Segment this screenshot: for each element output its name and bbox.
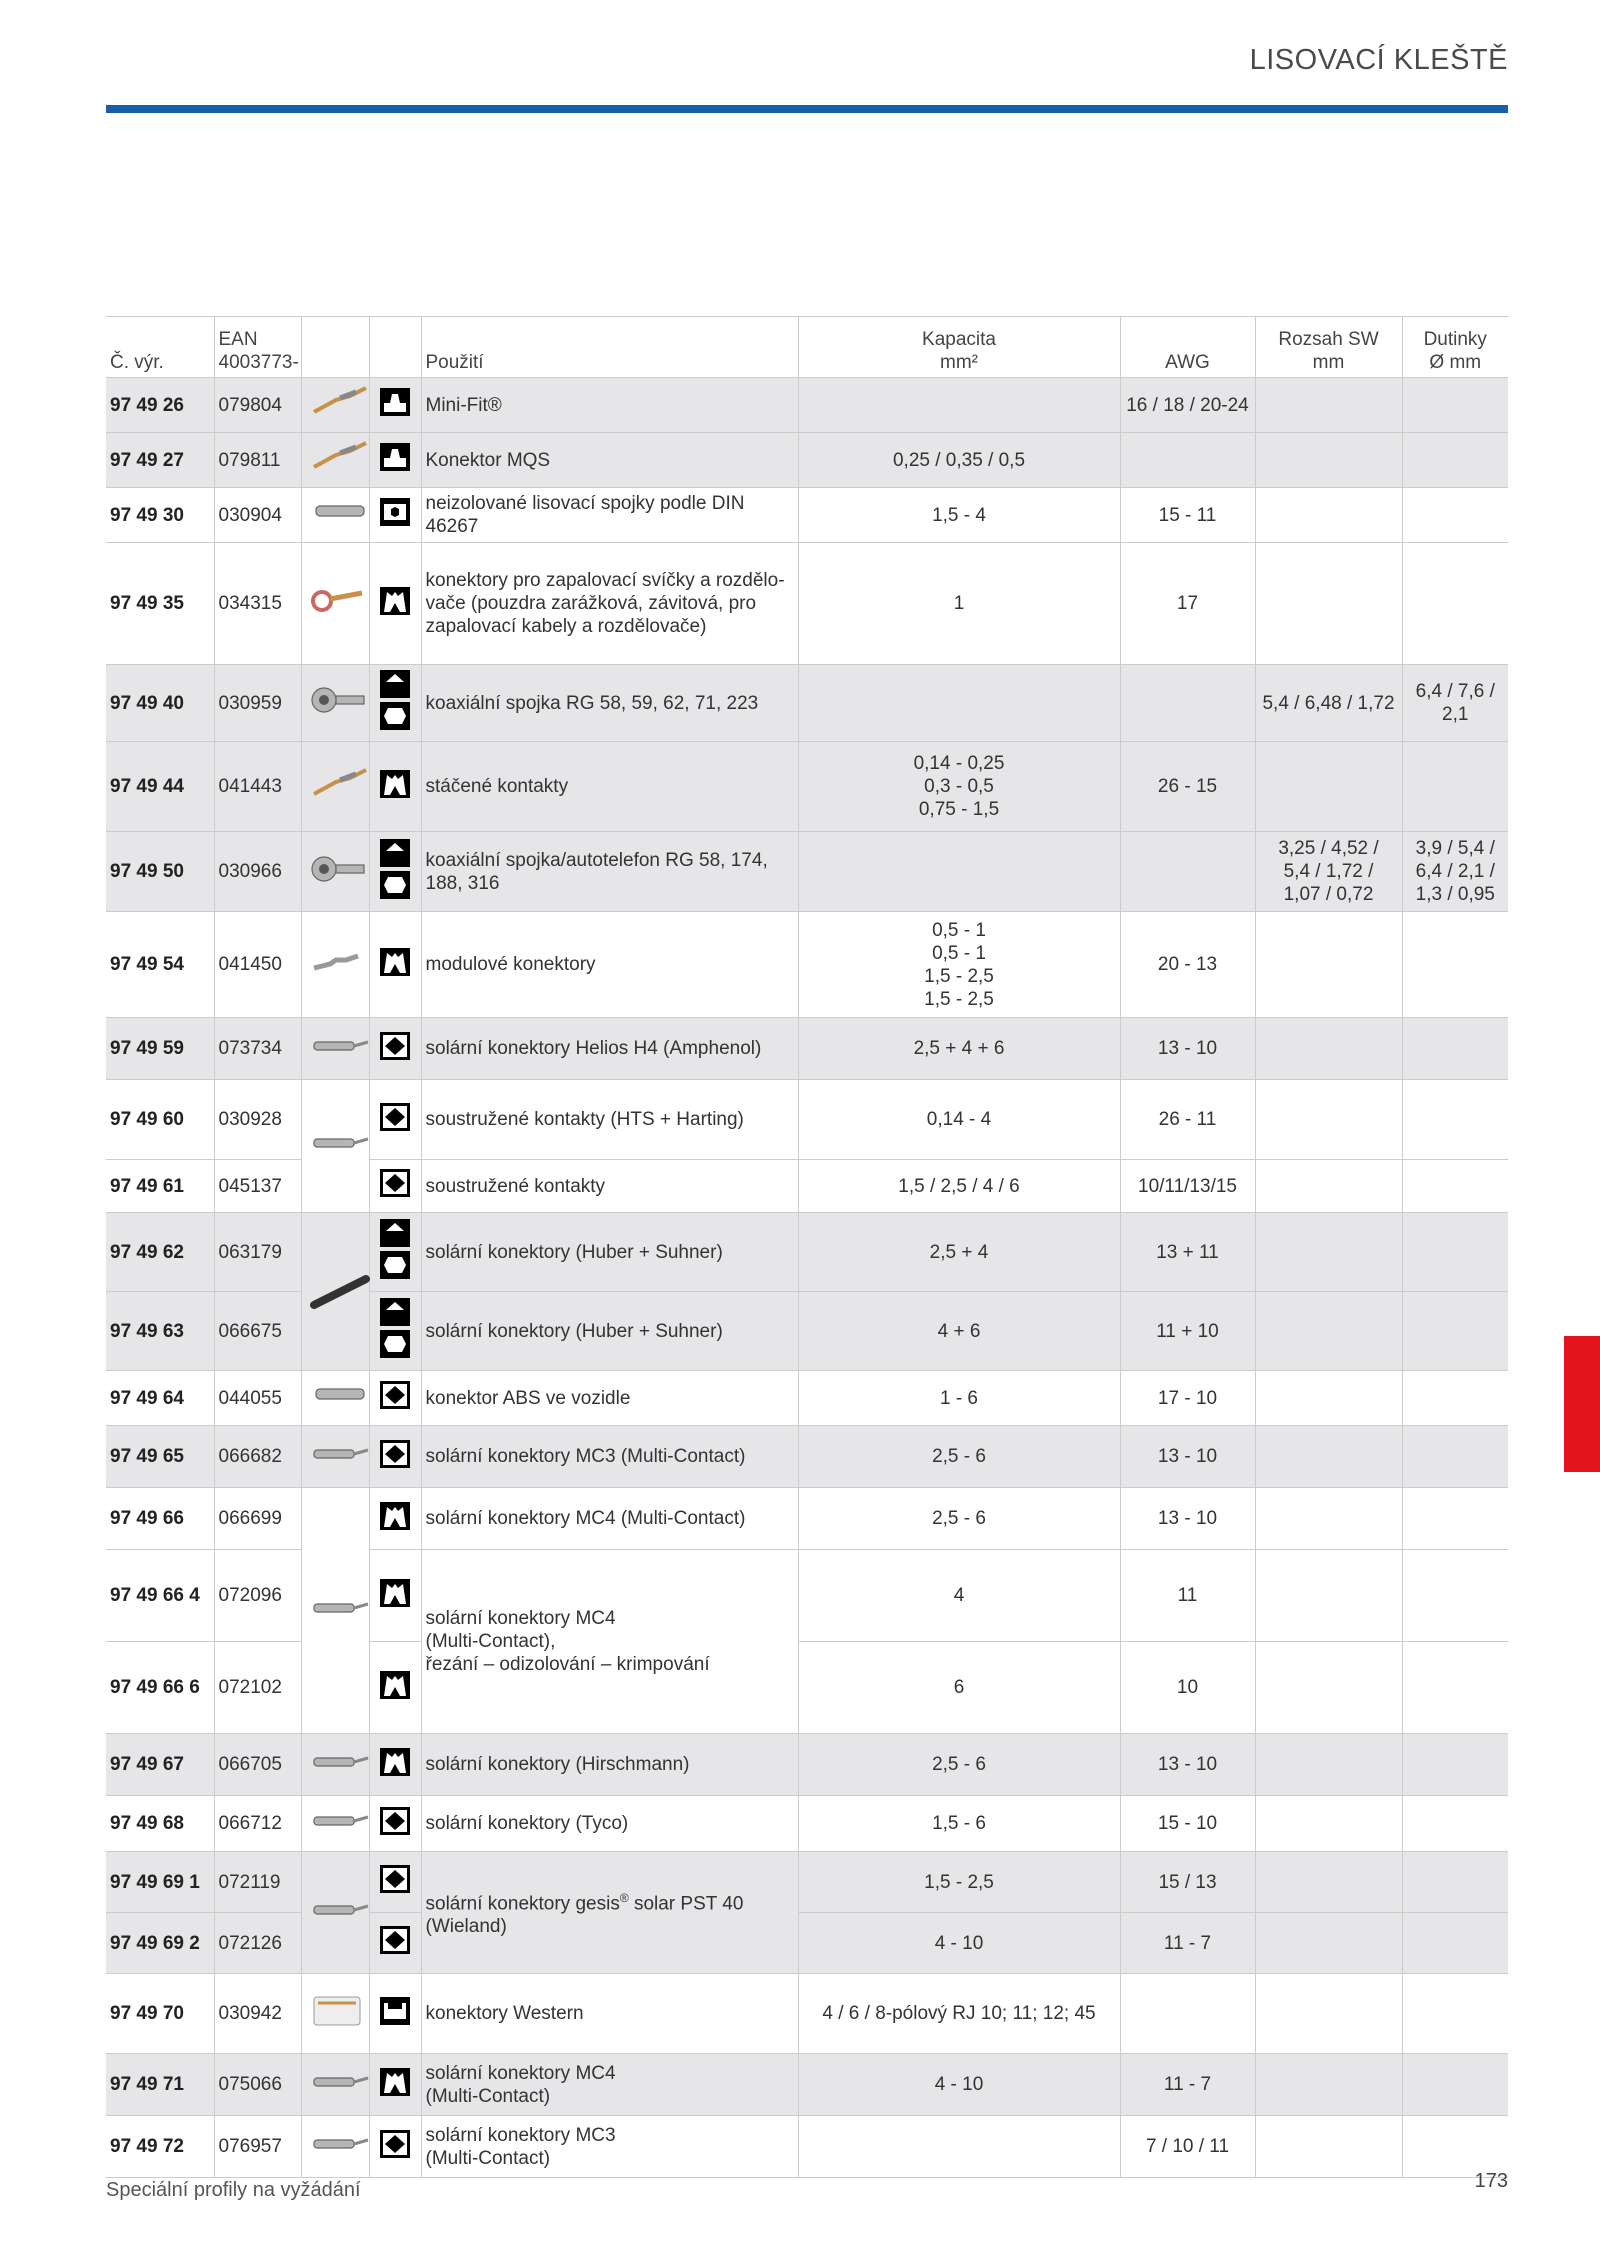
- application-text: Mini-Fit®: [421, 378, 798, 433]
- product-image-cell: [301, 832, 369, 912]
- capacity-value: 1,5 - 2,5: [798, 1852, 1120, 1913]
- crimp-profile-cell: [369, 1160, 421, 1213]
- capacity-value: 2,5 - 6: [798, 1426, 1120, 1488]
- article-number: 97 49 68: [106, 1796, 214, 1852]
- table-row: [106, 742, 1508, 832]
- ean-code: 044055: [214, 1371, 301, 1426]
- ferrule-value: [1402, 543, 1508, 665]
- crimp-profile-icon: [380, 839, 410, 899]
- application-text: solární konektory (Tyco): [421, 1796, 798, 1852]
- ferrule-value: [1402, 1160, 1508, 1213]
- crimp-profile-icon: [380, 1807, 410, 1835]
- sw-range-value: [1255, 912, 1402, 1018]
- capacity-value: [798, 2116, 1120, 2178]
- application-text: Konektor MQS: [421, 433, 798, 488]
- crimp-profile-cell: [369, 1018, 421, 1080]
- sw-range-value: [1255, 742, 1402, 832]
- ean-code: 030966: [214, 832, 301, 912]
- product-image: [306, 1371, 372, 1419]
- application-text: konektor ABS ve vozidle: [421, 1371, 798, 1426]
- product-image: [306, 378, 372, 426]
- table-row: [106, 1974, 1508, 2054]
- crimp-profile-icon: [380, 948, 410, 976]
- crimp-profile-cell: [369, 912, 421, 1018]
- table-row: [106, 1371, 1508, 1426]
- col-header-profile: [369, 317, 421, 378]
- crimp-profile-cell: [369, 1796, 421, 1852]
- sw-range-value: [1255, 1371, 1402, 1426]
- ean-code: 066682: [214, 1426, 301, 1488]
- crimp-profile-icon: [380, 770, 410, 798]
- crimp-profile-cell: [369, 378, 421, 433]
- capacity-value: 4 + 6: [798, 1292, 1120, 1371]
- crimp-profile-cell: [369, 832, 421, 912]
- header-rule: [106, 105, 1508, 113]
- product-image-cell: [301, 1426, 369, 1488]
- application-text: koaxiální spojka/autotelefon RG 58, 174, 188, 316: [421, 832, 798, 912]
- ferrule-value: [1402, 1974, 1508, 2054]
- awg-value: 13 - 10: [1120, 1426, 1255, 1488]
- ean-code: 072096: [214, 1550, 301, 1642]
- sw-range-value: 3,25 / 4,52 / 5,4 / 1,72 / 1,07 / 0,72: [1255, 832, 1402, 912]
- sw-range-value: [1255, 1796, 1402, 1852]
- article-number: 97 49 66: [106, 1488, 214, 1550]
- awg-value: 10/11/13/15: [1120, 1160, 1255, 1213]
- crimp-profile-icon: [380, 1169, 410, 1197]
- crimp-profile-icon: [380, 1926, 410, 1954]
- table-row: [106, 832, 1508, 912]
- ean-code: 030959: [214, 665, 301, 742]
- article-number: 97 49 59: [106, 1018, 214, 1080]
- article-number: 97 49 72: [106, 2116, 214, 2178]
- crimp-profile-cell: [369, 1426, 421, 1488]
- sw-range-value: [1255, 1852, 1402, 1913]
- application-text: solární konektory MC4 (Multi-Contact): [421, 2054, 798, 2116]
- sw-range-value: [1255, 1213, 1402, 1292]
- application-text: solární konektory gesis® solar PST 40 (Wieland): [421, 1852, 798, 1974]
- product-image: [306, 1987, 372, 2035]
- ferrule-value: [1402, 1292, 1508, 1371]
- ean-code: 073734: [214, 1018, 301, 1080]
- crimp-profile-cell: [369, 1734, 421, 1796]
- product-image-cell: [301, 2116, 369, 2178]
- application-text: solární konektory MC4 (Multi-Contact), řezání – odizolování – krimpování: [421, 1550, 798, 1734]
- ean-code: 075066: [214, 2054, 301, 2116]
- awg-value: 26 - 11: [1120, 1080, 1255, 1160]
- crimp-profile-cell: [369, 2116, 421, 2178]
- product-image: [306, 1430, 372, 1478]
- footer-note: Speciální profily na vyžádání: [106, 2179, 361, 2201]
- awg-value: 17 - 10: [1120, 1371, 1255, 1426]
- col-header-use: Použití: [421, 317, 798, 378]
- ferrule-value: [1402, 1213, 1508, 1292]
- awg-value: 16 / 18 / 20-24: [1120, 378, 1255, 433]
- sw-range-value: [1255, 2054, 1402, 2116]
- capacity-value: 4: [798, 1550, 1120, 1642]
- crimp-profile-icon: [380, 1103, 410, 1131]
- ferrule-value: [1402, 2116, 1508, 2178]
- product-image: [306, 2120, 372, 2168]
- crimp-profile-icon: [380, 2068, 410, 2096]
- ferrule-value: 3,9 / 5,4 / 6,4 / 2,1 / 1,3 / 0,95: [1402, 832, 1508, 912]
- article-number: 97 49 70: [106, 1974, 214, 2054]
- awg-value: 7 / 10 / 11: [1120, 2116, 1255, 2178]
- table-row: [106, 1734, 1508, 1796]
- application-text: soustružené kontakty: [421, 1160, 798, 1213]
- article-number: 97 49 65: [106, 1426, 214, 1488]
- sw-range-value: [1255, 433, 1402, 488]
- product-image: [306, 1119, 372, 1167]
- product-image: [306, 577, 372, 625]
- capacity-value: 4 / 6 / 8-pólový RJ 10; 11; 12; 45: [798, 1974, 1120, 2054]
- product-image: [306, 845, 372, 893]
- capacity-value: [798, 832, 1120, 912]
- table-row: [106, 912, 1508, 1018]
- awg-value: 13 - 10: [1120, 1018, 1255, 1080]
- capacity-value: [798, 665, 1120, 742]
- ean-code: 034315: [214, 543, 301, 665]
- crimp-profile-icon: [380, 498, 410, 526]
- ean-code: 066675: [214, 1292, 301, 1371]
- product-image: [306, 1022, 372, 1070]
- capacity-value: 1 - 6: [798, 1371, 1120, 1426]
- ean-code: 041443: [214, 742, 301, 832]
- product-image: [306, 1738, 372, 1786]
- table-row: [106, 1080, 1508, 1160]
- col-header-awg: AWG: [1120, 317, 1255, 378]
- crimp-profile-cell: [369, 488, 421, 543]
- product-image: [306, 1886, 372, 1934]
- crimp-profile-cell: [369, 543, 421, 665]
- product-image-cell: [301, 433, 369, 488]
- crimp-profile-cell: [369, 1550, 421, 1642]
- ferrule-value: [1402, 742, 1508, 832]
- ean-code: 072119: [214, 1852, 301, 1913]
- ferrule-value: [1402, 1550, 1508, 1642]
- awg-value: 15 - 10: [1120, 1796, 1255, 1852]
- product-image-cell: [301, 378, 369, 433]
- awg-value: 13 - 10: [1120, 1734, 1255, 1796]
- awg-value: 13 - 10: [1120, 1488, 1255, 1550]
- ferrule-value: [1402, 378, 1508, 433]
- crimp-profile-icon: [380, 1440, 410, 1468]
- awg-value: 17: [1120, 543, 1255, 665]
- product-image-cell: [301, 2054, 369, 2116]
- article-number: 97 49 30: [106, 488, 214, 543]
- awg-value: 10: [1120, 1642, 1255, 1734]
- product-image-cell: [301, 1080, 369, 1213]
- ferrule-value: [1402, 2054, 1508, 2116]
- table-row: [106, 1213, 1508, 1292]
- crimp-profile-icon: [380, 2130, 410, 2158]
- article-number: 97 49 66 4: [106, 1550, 214, 1642]
- sw-range-value: [1255, 1734, 1402, 1796]
- awg-value: 11 + 10: [1120, 1292, 1255, 1371]
- sw-range-value: [1255, 2116, 1402, 2178]
- article-number: 97 49 64: [106, 1371, 214, 1426]
- ferrule-value: [1402, 912, 1508, 1018]
- ferrule-value: [1402, 433, 1508, 488]
- capacity-value: 0,25 / 0,35 / 0,5: [798, 433, 1120, 488]
- article-number: 97 49 69 2: [106, 1913, 214, 1974]
- ferrule-value: [1402, 1796, 1508, 1852]
- capacity-value: 6: [798, 1642, 1120, 1734]
- awg-value: 15 / 13: [1120, 1852, 1255, 1913]
- sw-range-value: [1255, 1974, 1402, 2054]
- article-number: 97 49 67: [106, 1734, 214, 1796]
- page-title: LISOVACÍ KLEŠTĚ: [1249, 44, 1508, 76]
- crimp-profile-cell: [369, 1371, 421, 1426]
- product-image-cell: [301, 1371, 369, 1426]
- sw-range-value: [1255, 1018, 1402, 1080]
- product-image-cell: [301, 1734, 369, 1796]
- crimp-profile-cell: [369, 665, 421, 742]
- crimp-profile-cell: [369, 1488, 421, 1550]
- application-text: solární konektory Helios H4 (Amphenol): [421, 1018, 798, 1080]
- capacity-value: 1,5 / 2,5 / 4 / 6: [798, 1160, 1120, 1213]
- product-image-cell: [301, 1018, 369, 1080]
- ean-code: 045137: [214, 1160, 301, 1213]
- capacity-value: 1: [798, 543, 1120, 665]
- article-number: 97 49 40: [106, 665, 214, 742]
- product-image: [306, 433, 372, 481]
- capacity-value: [798, 378, 1120, 433]
- article-number: 97 49 26: [106, 378, 214, 433]
- table-row: [106, 1018, 1508, 1080]
- crimp-profile-icon: [380, 1865, 410, 1893]
- table-row: [106, 488, 1508, 543]
- crimp-profile-cell: [369, 1213, 421, 1292]
- capacity-value: 2,5 + 4 + 6: [798, 1018, 1120, 1080]
- ean-code: 072102: [214, 1642, 301, 1734]
- ean-code: 041450: [214, 912, 301, 1018]
- application-text: konektory pro zapalovací svíčky a rozdělo- vače (pouzdra zarážková, závitová, pro zapalovací kabely a rozdělovače): [421, 543, 798, 665]
- ean-code: 063179: [214, 1213, 301, 1292]
- product-image-cell: [301, 742, 369, 832]
- capacity-value: 2,5 + 4: [798, 1213, 1120, 1292]
- product-image: [306, 1265, 372, 1313]
- ean-code: 066712: [214, 1796, 301, 1852]
- ean-code: 030904: [214, 488, 301, 543]
- crimp-profile-icon: [380, 587, 410, 615]
- article-number: 97 49 54: [106, 912, 214, 1018]
- ean-code: 076957: [214, 2116, 301, 2178]
- sw-range-value: [1255, 488, 1402, 543]
- crimp-profile-icon: [380, 1298, 410, 1358]
- article-number: 97 49 60: [106, 1080, 214, 1160]
- ean-code: 079811: [214, 433, 301, 488]
- capacity-value: 4 - 10: [798, 1913, 1120, 1974]
- table-row: [106, 665, 1508, 742]
- application-text: solární konektory MC4 (Multi-Contact): [421, 1488, 798, 1550]
- crimp-profile-icon: [380, 1502, 410, 1530]
- table-row: [106, 378, 1508, 433]
- table-row: [106, 543, 1508, 665]
- sw-range-value: 5,4 / 6,48 / 1,72: [1255, 665, 1402, 742]
- crimp-profile-icon: [380, 1671, 410, 1699]
- ferrule-value: [1402, 1018, 1508, 1080]
- crimp-profile-cell: [369, 433, 421, 488]
- application-text: koaxiální spojka RG 58, 59, 62, 71, 223: [421, 665, 798, 742]
- product-image-cell: [301, 912, 369, 1018]
- table-row: [106, 433, 1508, 488]
- page-number: 173: [1474, 2170, 1508, 2192]
- application-text: stáčené kontakty: [421, 742, 798, 832]
- capacity-value: 0,14 - 4: [798, 1080, 1120, 1160]
- product-image: [306, 938, 372, 986]
- sw-range-value: [1255, 1488, 1402, 1550]
- capacity-value: 1,5 - 6: [798, 1796, 1120, 1852]
- ferrule-value: 6,4 / 7,6 / 2,1: [1402, 665, 1508, 742]
- capacity-value: 1,5 - 4: [798, 488, 1120, 543]
- table-row: [106, 2054, 1508, 2116]
- article-number: 97 49 71: [106, 2054, 214, 2116]
- crimp-profile-icon: [380, 670, 410, 730]
- awg-value: 11: [1120, 1550, 1255, 1642]
- ferrule-value: [1402, 1080, 1508, 1160]
- product-image: [306, 676, 372, 724]
- table-row: [106, 1426, 1508, 1488]
- crimp-profile-icon: [380, 1748, 410, 1776]
- application-text: solární konektory (Hirschmann): [421, 1734, 798, 1796]
- sw-range-value: [1255, 1080, 1402, 1160]
- awg-value: 20 - 13: [1120, 912, 1255, 1018]
- awg-value: 13 + 11: [1120, 1213, 1255, 1292]
- table-row: [106, 1852, 1508, 1913]
- sw-range-value: [1255, 1292, 1402, 1371]
- ean-code: 072126: [214, 1913, 301, 1974]
- sw-range-value: [1255, 543, 1402, 665]
- product-image: [306, 2058, 372, 2106]
- crimp-profile-cell: [369, 742, 421, 832]
- awg-value: [1120, 1974, 1255, 2054]
- article-number: 97 49 35: [106, 543, 214, 665]
- section-tab-marker: [1564, 1336, 1600, 1472]
- capacity-value: 0,14 - 0,25 0,3 - 0,5 0,75 - 1,5: [798, 742, 1120, 832]
- ferrule-value: [1402, 1426, 1508, 1488]
- ferrule-value: [1402, 1371, 1508, 1426]
- ean-code: 030942: [214, 1974, 301, 2054]
- sw-range-value: [1255, 1426, 1402, 1488]
- application-text: konektory Western: [421, 1974, 798, 2054]
- product-image-cell: [301, 1213, 369, 1371]
- product-image: [306, 488, 372, 536]
- article-number: 97 49 27: [106, 433, 214, 488]
- application-text: modulové konektory: [421, 912, 798, 1018]
- capacity-value: 4 - 10: [798, 2054, 1120, 2116]
- ferrule-value: [1402, 488, 1508, 543]
- col-header-ferrule: Dutinky Ø mm: [1402, 317, 1508, 378]
- crimp-profile-cell: [369, 1974, 421, 2054]
- table-header-row: [106, 317, 1508, 378]
- awg-value: [1120, 832, 1255, 912]
- application-text: solární konektory (Huber + Suhner): [421, 1213, 798, 1292]
- crimp-profile-cell: [369, 1080, 421, 1160]
- application-text: solární konektory MC3 (Multi-Contact): [421, 1426, 798, 1488]
- sw-range-value: [1255, 378, 1402, 433]
- awg-value: [1120, 433, 1255, 488]
- ean-code: 079804: [214, 378, 301, 433]
- product-image-cell: [301, 488, 369, 543]
- sw-range-value: [1255, 1160, 1402, 1213]
- article-number: 97 49 61: [106, 1160, 214, 1213]
- article-number: 97 49 66 6: [106, 1642, 214, 1734]
- crimp-profile-icon: [380, 388, 410, 416]
- ferrule-value: [1402, 1913, 1508, 1974]
- awg-value: [1120, 665, 1255, 742]
- ean-code: 030928: [214, 1080, 301, 1160]
- application-text: solární konektory (Huber + Suhner): [421, 1292, 798, 1371]
- ferrule-value: [1402, 1852, 1508, 1913]
- product-image-cell: [301, 665, 369, 742]
- crimp-profile-cell: [369, 1913, 421, 1974]
- awg-value: 11 - 7: [1120, 1913, 1255, 1974]
- application-text: soustružené kontakty (HTS + Harting): [421, 1080, 798, 1160]
- product-image-cell: [301, 1488, 369, 1734]
- crimp-profile-icon: [380, 1579, 410, 1607]
- article-number: 97 49 62: [106, 1213, 214, 1292]
- col-header-number: Č. výr.: [106, 317, 214, 378]
- crimp-profile-icon: [380, 1381, 410, 1409]
- ferrule-value: [1402, 1642, 1508, 1734]
- capacity-value: 0,5 - 1 0,5 - 1 1,5 - 2,5 1,5 - 2,5: [798, 912, 1120, 1018]
- crimp-profile-cell: [369, 1292, 421, 1371]
- product-image: [306, 760, 372, 808]
- product-image-cell: [301, 543, 369, 665]
- awg-value: 15 - 11: [1120, 488, 1255, 543]
- sw-range-value: [1255, 1550, 1402, 1642]
- crimp-profile-icon: [380, 443, 410, 471]
- col-header-capacity: Kapacita mm²: [798, 317, 1120, 378]
- article-number: 97 49 69 1: [106, 1852, 214, 1913]
- article-number: 97 49 50: [106, 832, 214, 912]
- product-image-cell: [301, 1974, 369, 2054]
- col-header-sw: Rozsah SW mm: [1255, 317, 1402, 378]
- capacity-value: 2,5 - 6: [798, 1488, 1120, 1550]
- application-text: solární konektory MC3 (Multi-Contact): [421, 2116, 798, 2178]
- article-number: 97 49 63: [106, 1292, 214, 1371]
- crimp-profile-icon: [380, 1032, 410, 1060]
- crimp-profile-cell: [369, 1852, 421, 1913]
- table-row: [106, 2116, 1508, 2178]
- ferrule-value: [1402, 1734, 1508, 1796]
- ferrule-value: [1402, 1488, 1508, 1550]
- ean-code: 066705: [214, 1734, 301, 1796]
- col-header-ean: EAN 4003773-: [214, 317, 301, 378]
- product-table: [106, 316, 1508, 2178]
- crimp-profile-cell: [369, 1642, 421, 1734]
- crimp-profile-icon: [380, 1997, 410, 2025]
- crimp-profile-icon: [380, 1219, 410, 1279]
- col-header-image: [301, 317, 369, 378]
- product-image: [306, 1584, 372, 1632]
- crimp-profile-cell: [369, 2054, 421, 2116]
- table-row: [106, 1488, 1508, 1550]
- ean-code: 066699: [214, 1488, 301, 1550]
- article-number: 97 49 44: [106, 742, 214, 832]
- capacity-value: 2,5 - 6: [798, 1734, 1120, 1796]
- product-image-cell: [301, 1852, 369, 1974]
- awg-value: 26 - 15: [1120, 742, 1255, 832]
- application-text: neizolované lisovací spojky podle DIN 46267: [421, 488, 798, 543]
- awg-value: 11 - 7: [1120, 2054, 1255, 2116]
- product-image: [306, 1797, 372, 1845]
- sw-range-value: [1255, 1913, 1402, 1974]
- table-row: [106, 1796, 1508, 1852]
- sw-range-value: [1255, 1642, 1402, 1734]
- product-image-cell: [301, 1796, 369, 1852]
